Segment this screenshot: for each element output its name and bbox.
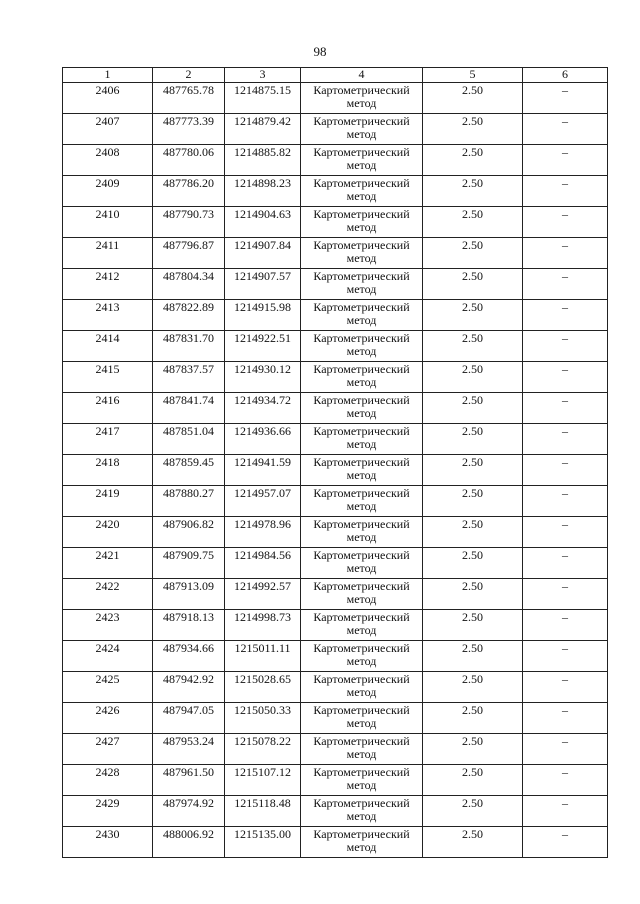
accuracy-cell: 2.50 — [423, 145, 523, 176]
note-cell: – — [523, 641, 608, 672]
note-cell: – — [523, 331, 608, 362]
table-row — [63, 579, 608, 610]
note-cell: – — [523, 579, 608, 610]
point-number-cell: 2429 — [63, 796, 153, 827]
method-line-2: метод — [346, 654, 377, 668]
y-coordinate-cell: 1215107.12 — [225, 765, 301, 796]
table-row — [63, 610, 608, 641]
method-line-1: Картометрический — [313, 548, 410, 562]
y-coordinate-cell: 1214898.23 — [225, 176, 301, 207]
table-row — [63, 827, 608, 858]
x-coordinate-cell: 487831.70 — [153, 331, 225, 362]
x-coordinate-cell: 487953.24 — [153, 734, 225, 765]
method-cell — [301, 703, 423, 734]
note-cell: – — [523, 300, 608, 331]
method-line-2: метод — [346, 220, 377, 234]
method-line-2: метод — [346, 313, 377, 327]
note-cell: – — [523, 765, 608, 796]
note-cell: – — [523, 269, 608, 300]
method-cell — [301, 362, 423, 393]
point-number-cell: 2419 — [63, 486, 153, 517]
method-cell — [301, 331, 423, 362]
y-coordinate-cell: 1214957.07 — [225, 486, 301, 517]
method-line-1: Картометрический — [313, 486, 410, 500]
method-cell — [301, 238, 423, 269]
method-line-1: Картометрический — [313, 517, 410, 531]
y-coordinate-cell: 1214941.59 — [225, 455, 301, 486]
header-row — [63, 68, 608, 83]
table-row — [63, 331, 608, 362]
method-line-1: Картометрический — [313, 641, 410, 655]
y-coordinate-cell: 1214936.66 — [225, 424, 301, 455]
table-row — [63, 145, 608, 176]
header-cell-4: 4 — [301, 68, 423, 83]
method-line-2: метод — [346, 282, 377, 296]
note-cell: – — [523, 827, 608, 858]
y-coordinate-cell: 1214922.51 — [225, 331, 301, 362]
method-cell — [301, 610, 423, 641]
method-line-2: метод — [346, 406, 377, 420]
method-line-1: Картометрический — [313, 765, 410, 779]
point-number-cell: 2427 — [63, 734, 153, 765]
x-coordinate-cell: 487780.06 — [153, 145, 225, 176]
page-number: 98 — [313, 44, 327, 59]
method-line-2: метод — [346, 251, 377, 265]
method-cell — [301, 269, 423, 300]
note-cell: – — [523, 517, 608, 548]
table-row — [63, 238, 608, 269]
table-row — [63, 672, 608, 703]
point-number-cell: 2414 — [63, 331, 153, 362]
method-line-2: метод — [346, 468, 377, 482]
method-line-2: метод — [346, 809, 377, 823]
accuracy-cell: 2.50 — [423, 176, 523, 207]
note-cell: – — [523, 83, 608, 114]
table-row — [63, 548, 608, 579]
coordinates-table — [62, 67, 608, 858]
method-line-1: Картометрический — [313, 672, 410, 686]
method-line-1: Картометрический — [313, 703, 410, 717]
y-coordinate-cell: 1214875.15 — [225, 83, 301, 114]
point-number-cell: 2418 — [63, 455, 153, 486]
method-line-2: метод — [346, 778, 377, 792]
point-number-cell: 2416 — [63, 393, 153, 424]
x-coordinate-cell: 487961.50 — [153, 765, 225, 796]
table-row — [63, 362, 608, 393]
method-cell — [301, 424, 423, 455]
method-line-1: Картометрический — [313, 176, 410, 190]
accuracy-cell: 2.50 — [423, 517, 523, 548]
table-row — [63, 641, 608, 672]
note-cell: – — [523, 238, 608, 269]
method-line-1: Картометрический — [313, 145, 410, 159]
method-line-1: Картометрический — [313, 362, 410, 376]
method-line-1: Картометрический — [313, 610, 410, 624]
x-coordinate-cell: 487859.45 — [153, 455, 225, 486]
x-coordinate-cell: 487773.39 — [153, 114, 225, 145]
note-cell: – — [523, 114, 608, 145]
point-number-cell: 2408 — [63, 145, 153, 176]
point-number-cell: 2424 — [63, 641, 153, 672]
note-cell: – — [523, 703, 608, 734]
accuracy-cell: 2.50 — [423, 579, 523, 610]
accuracy-cell: 2.50 — [423, 424, 523, 455]
point-number-cell: 2406 — [63, 83, 153, 114]
method-cell — [301, 455, 423, 486]
point-number-cell: 2423 — [63, 610, 153, 641]
method-cell — [301, 579, 423, 610]
y-coordinate-cell: 1215011.11 — [225, 641, 301, 672]
x-coordinate-cell: 487880.27 — [153, 486, 225, 517]
note-cell: – — [523, 176, 608, 207]
point-number-cell: 2410 — [63, 207, 153, 238]
x-coordinate-cell: 488006.92 — [153, 827, 225, 858]
table-row — [63, 176, 608, 207]
note-cell: – — [523, 393, 608, 424]
table-row — [63, 796, 608, 827]
method-line-2: метод — [346, 716, 377, 730]
method-line-2: метод — [346, 344, 377, 358]
accuracy-cell: 2.50 — [423, 238, 523, 269]
table-row — [63, 455, 608, 486]
method-line-2: метод — [346, 437, 377, 451]
y-coordinate-cell: 1214934.72 — [225, 393, 301, 424]
accuracy-cell: 2.50 — [423, 300, 523, 331]
table-row — [63, 114, 608, 145]
y-coordinate-cell: 1214998.73 — [225, 610, 301, 641]
table-row — [63, 486, 608, 517]
method-line-2: метод — [346, 840, 377, 854]
y-coordinate-cell: 1214879.42 — [225, 114, 301, 145]
method-line-2: метод — [346, 499, 377, 513]
x-coordinate-cell: 487851.04 — [153, 424, 225, 455]
point-number-cell: 2411 — [63, 238, 153, 269]
method-cell — [301, 734, 423, 765]
y-coordinate-cell: 1214930.12 — [225, 362, 301, 393]
accuracy-cell: 2.50 — [423, 548, 523, 579]
header-cell-1: 1 — [63, 68, 153, 83]
table-row — [63, 207, 608, 238]
x-coordinate-cell: 487786.20 — [153, 176, 225, 207]
method-cell — [301, 517, 423, 548]
method-cell — [301, 393, 423, 424]
table-row — [63, 424, 608, 455]
method-line-2: метод — [346, 592, 377, 606]
method-line-2: метод — [346, 189, 377, 203]
accuracy-cell: 2.50 — [423, 672, 523, 703]
method-line-2: метод — [346, 158, 377, 172]
x-coordinate-cell: 487765.78 — [153, 83, 225, 114]
method-line-1: Картометрический — [313, 796, 410, 810]
accuracy-cell: 2.50 — [423, 207, 523, 238]
method-cell — [301, 486, 423, 517]
point-number-cell: 2417 — [63, 424, 153, 455]
accuracy-cell: 2.50 — [423, 83, 523, 114]
note-cell: – — [523, 672, 608, 703]
x-coordinate-cell: 487804.34 — [153, 269, 225, 300]
x-coordinate-cell: 487796.87 — [153, 238, 225, 269]
point-number-cell: 2415 — [63, 362, 153, 393]
method-cell — [301, 672, 423, 703]
accuracy-cell: 2.50 — [423, 703, 523, 734]
note-cell: – — [523, 796, 608, 827]
y-coordinate-cell: 1214907.84 — [225, 238, 301, 269]
y-coordinate-cell: 1215050.33 — [225, 703, 301, 734]
accuracy-cell: 2.50 — [423, 331, 523, 362]
method-line-1: Картометрический — [313, 734, 410, 748]
x-coordinate-cell: 487913.09 — [153, 579, 225, 610]
accuracy-cell: 2.50 — [423, 641, 523, 672]
x-coordinate-cell: 487822.89 — [153, 300, 225, 331]
y-coordinate-cell: 1214992.57 — [225, 579, 301, 610]
point-number-cell: 2421 — [63, 548, 153, 579]
point-number-cell: 2422 — [63, 579, 153, 610]
accuracy-cell: 2.50 — [423, 455, 523, 486]
method-line-2: метод — [346, 561, 377, 575]
accuracy-cell: 2.50 — [423, 610, 523, 641]
method-line-1: Картометрический — [313, 269, 410, 283]
note-cell: – — [523, 145, 608, 176]
x-coordinate-cell: 487909.75 — [153, 548, 225, 579]
note-cell: – — [523, 424, 608, 455]
accuracy-cell: 2.50 — [423, 114, 523, 145]
x-coordinate-cell: 487934.66 — [153, 641, 225, 672]
method-cell — [301, 114, 423, 145]
y-coordinate-cell: 1214907.57 — [225, 269, 301, 300]
table-row — [63, 83, 608, 114]
point-number-cell: 2407 — [63, 114, 153, 145]
point-number-cell: 2426 — [63, 703, 153, 734]
method-cell — [301, 765, 423, 796]
point-number-cell: 2420 — [63, 517, 153, 548]
point-number-cell: 2428 — [63, 765, 153, 796]
method-line-1: Картометрический — [313, 579, 410, 593]
accuracy-cell: 2.50 — [423, 765, 523, 796]
x-coordinate-cell: 487974.92 — [153, 796, 225, 827]
header-cell-3: 3 — [225, 68, 301, 83]
method-line-2: метод — [346, 96, 377, 110]
note-cell: – — [523, 455, 608, 486]
note-cell: – — [523, 207, 608, 238]
y-coordinate-cell: 1214904.63 — [225, 207, 301, 238]
x-coordinate-cell: 487841.74 — [153, 393, 225, 424]
accuracy-cell: 2.50 — [423, 796, 523, 827]
method-line-1: Картометрический — [313, 207, 410, 221]
point-number-cell: 2425 — [63, 672, 153, 703]
method-line-1: Картометрический — [313, 331, 410, 345]
method-cell — [301, 641, 423, 672]
method-cell — [301, 796, 423, 827]
y-coordinate-cell: 1215135.00 — [225, 827, 301, 858]
header-cell-6: 6 — [523, 68, 608, 83]
note-cell: – — [523, 362, 608, 393]
table-row — [63, 734, 608, 765]
method-line-2: метод — [346, 375, 377, 389]
x-coordinate-cell: 487947.05 — [153, 703, 225, 734]
x-coordinate-cell: 487790.73 — [153, 207, 225, 238]
table-row — [63, 703, 608, 734]
note-cell: – — [523, 548, 608, 579]
method-line-1: Картометрический — [313, 114, 410, 128]
method-line-2: метод — [346, 685, 377, 699]
method-cell — [301, 176, 423, 207]
header-cell-2: 2 — [153, 68, 225, 83]
point-number-cell: 2412 — [63, 269, 153, 300]
y-coordinate-cell: 1215078.22 — [225, 734, 301, 765]
method-line-2: метод — [346, 530, 377, 544]
table-row — [63, 517, 608, 548]
x-coordinate-cell: 487906.82 — [153, 517, 225, 548]
method-line-2: метод — [346, 127, 377, 141]
y-coordinate-cell: 1214915.98 — [225, 300, 301, 331]
accuracy-cell: 2.50 — [423, 486, 523, 517]
method-cell — [301, 145, 423, 176]
note-cell: – — [523, 734, 608, 765]
method-line-1: Картометрический — [313, 827, 410, 841]
y-coordinate-cell: 1214885.82 — [225, 145, 301, 176]
accuracy-cell: 2.50 — [423, 362, 523, 393]
method-line-1: Картометрический — [313, 300, 410, 314]
method-cell — [301, 827, 423, 858]
method-line-1: Картометрический — [313, 393, 410, 407]
point-number-cell: 2413 — [63, 300, 153, 331]
point-number-cell: 2430 — [63, 827, 153, 858]
table-row — [63, 393, 608, 424]
method-line-2: метод — [346, 623, 377, 637]
x-coordinate-cell: 487918.13 — [153, 610, 225, 641]
method-line-1: Картометрический — [313, 455, 410, 469]
table-body — [63, 83, 608, 858]
x-coordinate-cell: 487942.92 — [153, 672, 225, 703]
method-cell — [301, 207, 423, 238]
method-line-1: Картометрический — [313, 424, 410, 438]
y-coordinate-cell: 1215028.65 — [225, 672, 301, 703]
accuracy-cell: 2.50 — [423, 827, 523, 858]
accuracy-cell: 2.50 — [423, 269, 523, 300]
note-cell: – — [523, 486, 608, 517]
table-row — [63, 765, 608, 796]
accuracy-cell: 2.50 — [423, 734, 523, 765]
y-coordinate-cell: 1214984.56 — [225, 548, 301, 579]
header-cell-5: 5 — [423, 68, 523, 83]
method-cell — [301, 548, 423, 579]
method-cell — [301, 83, 423, 114]
method-line-2: метод — [346, 747, 377, 761]
y-coordinate-cell: 1214978.96 — [225, 517, 301, 548]
note-cell: – — [523, 610, 608, 641]
method-line-1: Картометрический — [313, 238, 410, 252]
table-row — [63, 269, 608, 300]
table-row — [63, 300, 608, 331]
x-coordinate-cell: 487837.57 — [153, 362, 225, 393]
method-line-1: Картометрический — [313, 83, 410, 97]
point-number-cell: 2409 — [63, 176, 153, 207]
accuracy-cell: 2.50 — [423, 393, 523, 424]
method-cell — [301, 300, 423, 331]
y-coordinate-cell: 1215118.48 — [225, 796, 301, 827]
